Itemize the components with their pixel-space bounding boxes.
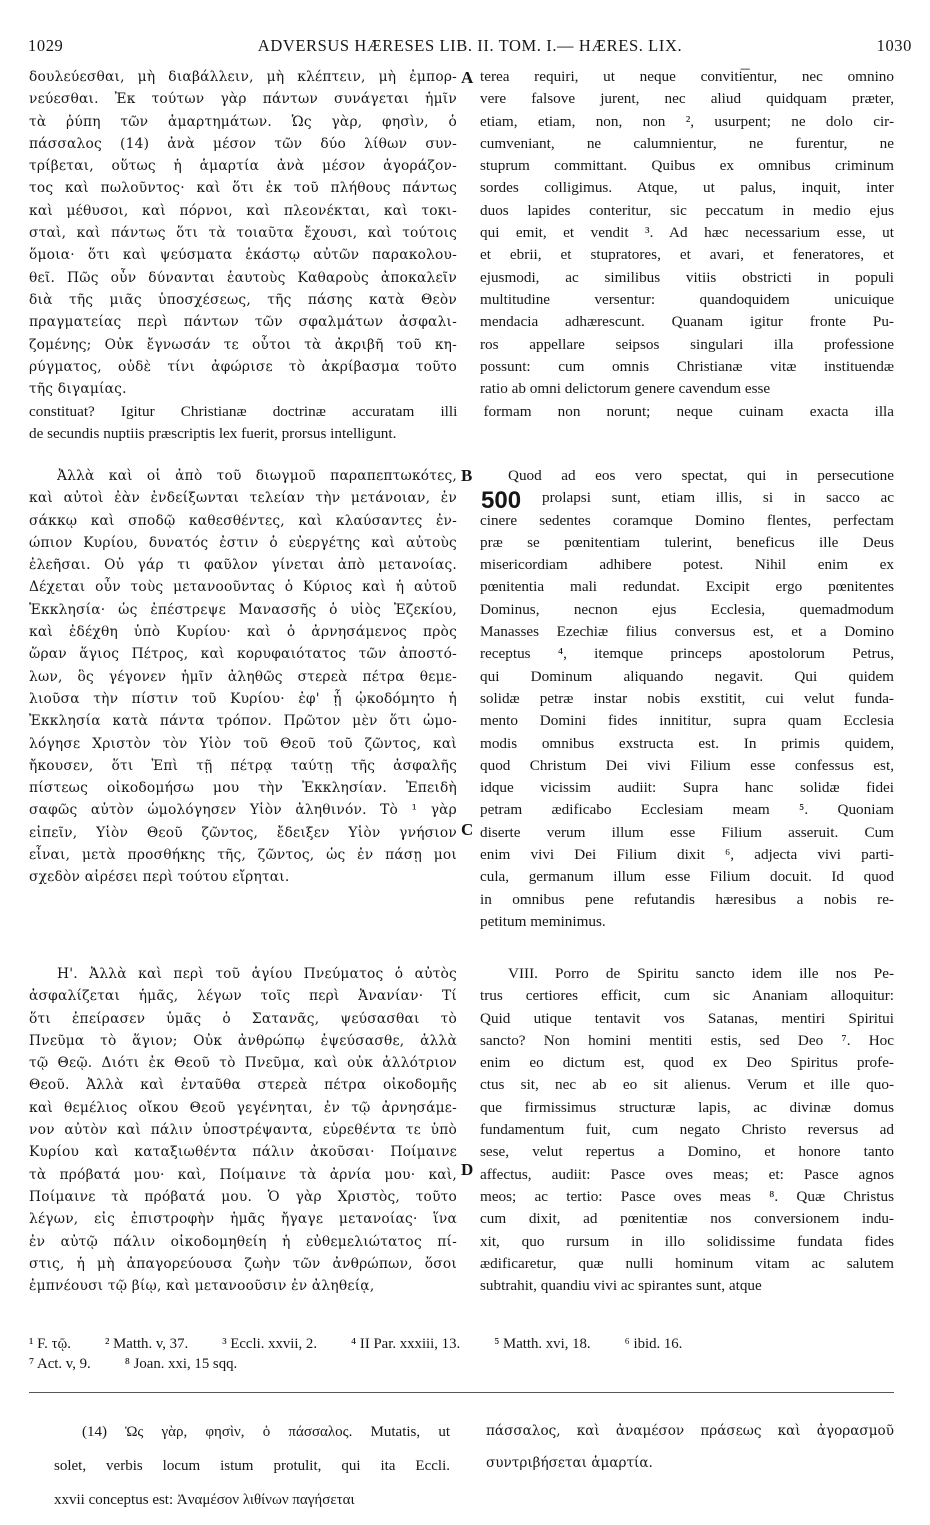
- text-line: Quod ad eos vero spectat, qui in persecutione: [508, 467, 894, 484]
- text-line: πάσσαλος (14) ἀνὰ μέσον τῶν δύο λίθων συν-: [29, 135, 457, 152]
- text-line: trus certiores efficit, cum sic Ananiam alloquitur:: [480, 987, 894, 1005]
- text-line: λέγων, εἰς ἐπιστροφὴν ἡμᾶς ἤγαγε μετανοίας· ἵνα: [29, 1211, 457, 1228]
- text-line: δουλεύεσθαι, μὴ διαβάλλειν, μὴ κλέπτειν, μὴ ἐμπορ-: [29, 69, 457, 85]
- text-line: σταὶ, καὶ πάντως ὅτι τὰ τοιαῦτα ἔχουσι, καὶ τούτοις: [29, 225, 457, 242]
- text-line: idque vicissim audiit: Supra hanc solidæ fidei: [480, 779, 894, 797]
- text-line: τὰ πρόβατά μου· καὶ, Ποίμαινε τὰ ἀρνία μου· καὶ,: [29, 1166, 457, 1183]
- text-line: solidæ petræ instar nobis exstitit, cui velut funda-: [480, 689, 894, 707]
- text-line: θεῖ. Πῶς οὖν δύνανται ἑαυτοὺς Καθαροὺς ἀποκαλεῖν: [29, 269, 457, 286]
- text-line: Η'. Ἀλλὰ καὶ περὶ τοῦ ἁγίου Πνεύματος ὁ αὐτὸς: [57, 966, 457, 982]
- text-line: receptus ⁴, itemque princeps apostolorum Petrus,: [480, 645, 894, 663]
- text-line: Ἀλλὰ καὶ οἱ ἀπὸ τοῦ διωγμοῦ παραπεπτωκότες,: [57, 468, 457, 484]
- page-number-left: 1029: [28, 36, 64, 55]
- text-line: VIII. Porro de Spiritu sancto idem ille nos Pe-: [508, 965, 894, 982]
- latin-fullwidth-paragraph: [29, 401, 894, 446]
- greek-mid-lines: [29, 465, 457, 889]
- text-line: Κυρίου καὶ καταξιωθέντα πάλιν ἀκοῦσαι· Ποίμαινε: [29, 1144, 457, 1161]
- text-line: vere falsove jurent, nec aliud quidquam præter,: [480, 90, 894, 108]
- text-line: ὅμοια· ὅτι καὶ ψεύσματα ἑκάστῳ αὐτῶν παρακολου-: [29, 247, 457, 264]
- text-line: Quid utique tentavit vos Satanas, mentiri Spiritui: [480, 1009, 894, 1027]
- text-line: νον αὐτὸν καὶ πάλιν ὑποστρέψαντα, εὑρεθέντα τε ὑπὸ: [29, 1122, 457, 1139]
- text-line: Ποίμαινε τὰ πρόβατά μου. Ὁ γὰρ Χριστὸς, τοῦτο: [29, 1188, 457, 1205]
- text-line: σαφῶς αὐτὸν ὡμολόγησεν Υἱὸν ἀληθινόν. Τὸ ¹ γὰρ: [29, 802, 457, 819]
- editor-note-right: [486, 1408, 894, 1487]
- text-line: ἤκουσεν, ὅτι Ἐπὶ τῇ πέτρᾳ ταύτῃ τῆς ἀσφαλῆς: [29, 757, 457, 774]
- text-line: cula, germanum illum esse Filium docuit. Id quod: [480, 868, 894, 886]
- text-line: στις, ἡ μὴ ἀπαγορεύουσα ζωὴν τῶν ἀνθρώπων, ὅσοι: [29, 1255, 457, 1272]
- text-line: stuprum committant. Quibus ex omnibus criminum: [480, 157, 894, 175]
- running-header: [28, 36, 912, 58]
- text-line: τῷ Θεῷ. Διότι ἐκ Θεοῦ τὸ Πνεῦμα, καὶ οὐκ ἀλλότριον: [29, 1055, 457, 1072]
- text-line: petitum meminimus.: [480, 912, 606, 930]
- column-number-500: 500: [481, 487, 522, 514]
- text-line: enim vivi Dei Filium dixit ⁶, adjecta vivi parti-: [480, 846, 894, 864]
- text-line: cum dixit, ad pœnitentiæ nos conversionem indu-: [480, 1210, 894, 1228]
- text-line: ἀσφαλίζεται ἡμᾶς, λέγων τοῖς περὶ Ἀνανίαν· Τί: [29, 988, 457, 1005]
- text-line: λων, ὃς γέγονεν ἡμῖν ἀληθῶς στερεὰ πέτρα θεμε-: [29, 668, 457, 685]
- footnote-line-2: [29, 1354, 894, 1374]
- text-line: τὰ ῥύπη τῶν ἁμαρτημάτων. Ὡς γὰρ, φησὶν, ὁ: [29, 113, 457, 130]
- text-line: mendacia adhærescunt. Quanam igitur fronte Pu-: [480, 313, 894, 331]
- text-line: et ebrii, et stupratores, et avari, et feneratores, et: [480, 246, 894, 264]
- text-line: ratio ab omni delictorum genere cavendum esse: [480, 380, 771, 398]
- footnote-ref: ³ Eccli. xxvii, 2.: [222, 1336, 318, 1352]
- text-line: σχεδὸν αἱρέσει περὶ τούτου εἴρηται.: [29, 869, 290, 886]
- text-line: etiam, etiam, non, non ², usurpent; ne dolo cir-: [480, 112, 894, 130]
- footnote-ref: ⁸ Joan. xxi, 15 sqq.: [124, 1356, 238, 1372]
- greek-column-middle: [29, 465, 457, 889]
- note-left-lines: [54, 1423, 450, 1510]
- text-line: ώπιον Κυρίου, δυνατός ἐστιν ὁ εὐεργέτης καὶ αὐτοὺς: [29, 534, 457, 551]
- text-line: τος καὶ πωλοῦντος· καὶ ὅτι ἐκ τοῦ πλήθους πάντως: [29, 180, 457, 197]
- text-line: qui Dominum aliquando negavit. Qui quidem: [480, 667, 894, 685]
- page-number-right: 1030: [876, 36, 912, 55]
- footnote-line-1: [29, 1334, 894, 1354]
- text-line: misericordiam adhibere potest. Nihil enim ex: [480, 556, 894, 574]
- latin-column-lower: [480, 963, 894, 1297]
- text-line: τῆς διγαμίας.: [29, 381, 127, 398]
- text-line: sancto? Non homini mentiti estis, sed Deo ⁷. Hoc: [480, 1031, 894, 1049]
- text-line: Θεοῦ. Ἀλλὰ καὶ ἐνταῦθα στερεὰ πέτρα οἰκοδομῆς: [29, 1077, 457, 1094]
- margin-letter-a: A: [461, 68, 474, 87]
- text-line: meos; ac tertio: Pasce oves meas ⁸. Quæ Christus: [480, 1187, 894, 1205]
- text-line: Ἐκκλησία· ὡς ἐπέστρεψε Μανασσῆς ὁ υἱὸς Ἐζεκίου,: [29, 601, 457, 618]
- text-line: ὅτι ἐπείρασεν ὑμᾶς ὁ Σατανᾶς, ψεύσασθαι τὸ: [29, 1010, 457, 1027]
- note-divider: [29, 1392, 894, 1393]
- text-line: ρύγματος, οὐδὲ τίνι ἀφώρισε τὸ ἀκρίβασμα τοῦτο: [29, 358, 457, 375]
- text-line: possunt: cum omnis Christianæ vitæ instituendæ: [480, 357, 894, 375]
- text-line: solet, verbis locum istum protulit, qui ita Eccli.: [54, 1458, 450, 1474]
- text-line: λιοῦσα τὴν πίστιν τοῦ Κυρίου· ἐφ' ᾗ ᾠκοδόμητο ἡ: [29, 690, 457, 707]
- text-line: duos lapides conteritur, sic peccatum in medio ejus: [480, 201, 894, 219]
- greek-column-top: [29, 66, 457, 400]
- text-line: cumveniant, ne calumnientur, ne furentur, ne: [480, 134, 894, 152]
- text-line: (14) Ὡς γὰρ, φησὶν, ὁ πάσσαλος. Mutatis, ut: [82, 1424, 450, 1440]
- text-line: affectus, audiit: Pasce oves meas; et: Pasce agnos: [480, 1165, 894, 1183]
- text-line: τρίβεται, οὕτως ἡ ἁμαρτία ἀνὰ μέσον ἀγοράζον-: [29, 158, 457, 175]
- text-line: fundamentum fuit, cum negato Christo reversus ad: [480, 1121, 894, 1139]
- text-line: πάσσαλος, καὶ ἀναμέσον πράσεως καὶ ἀγορασμοῦ: [486, 1422, 894, 1439]
- text-line: xit, quo rursum in illo solidissime fundata fides: [480, 1232, 894, 1250]
- text-line: quod Christum Dei vivi Filium esse confessus est,: [480, 756, 894, 774]
- text-line: præ se pœnitentiam tulerint, beneficus ille Deus: [480, 533, 894, 551]
- margin-letter-b: B: [461, 466, 473, 485]
- text-line: ἐν αὐτῷ πάλιν οἰκοδομηθείη ἡ εὐθεμελιώτατος πί-: [29, 1233, 457, 1250]
- footnote-ref: ⁶ ibid. 16.: [624, 1336, 683, 1352]
- latin-top-lines: [480, 66, 894, 400]
- text-line: que firmissimus structuræ lapis, ac divinæ domus: [480, 1098, 894, 1116]
- text-line: modis omnibus exstructa est. In primis quidem,: [480, 734, 894, 752]
- text-line: enim eo dictum est, quod ex Deo Spiritus profe-: [480, 1054, 894, 1072]
- text-line: συντριβήσεται ἁμαρτία.: [486, 1455, 653, 1472]
- note-right-lines: [486, 1422, 894, 1474]
- text-line: xxvii conceptus est: Ἀναμέσον λιθίνων παγήσεται: [54, 1492, 355, 1508]
- text-line: pœnitentia mali redundat. Excipit ergo pœnitentes: [480, 578, 894, 596]
- margin-letter-c: C: [461, 820, 474, 839]
- latin-column-middle: [480, 465, 894, 933]
- greek-top-lines: [29, 66, 457, 400]
- latin-low-lines: [480, 963, 894, 1297]
- footnote-ref: ² Matth. v, 37.: [104, 1336, 189, 1352]
- text-line: σάκκῳ καὶ σποδῷ καθεσθέντες, καὶ κλαύσαντες ἐν-: [29, 512, 457, 529]
- text-line: ἐμπνέουσι τῷ βίῳ, καὶ μετανοοῦσιν ἐν ἀληθείᾳ,: [29, 1278, 375, 1295]
- text-line: ἐλεῆσαι. Οὐ γάρ τι φαῦλον γίνεται ἀπὸ μετανοίας.: [29, 557, 457, 574]
- text-line: διὰ τῆς μιᾶς ὑποσχέσεως, τῆς πάσης κατὰ Θεὸν: [29, 291, 457, 308]
- running-title: ADVERSUS HÆRESES LIB. II. TOM. I.— HÆRES. LIX.: [257, 36, 683, 55]
- text-line: Manasses Ezechiæ filius conversus est, et a Domino: [480, 623, 894, 641]
- text-line: εἰπεῖν, Υἱὸν Θεοῦ ζῶντος, ἔδειξεν Υἱὸν γνήσιον: [29, 824, 457, 841]
- text-line: Dominus, necnon ejus Ecclesia, quemadmodum: [480, 600, 894, 618]
- latin-full-lines: [29, 401, 894, 446]
- text-line: mento Domini fides innititur, supra quam Ecclesia: [480, 712, 894, 730]
- text-line: πίστεως οἰκοδομήσω μου τὴν Ἐκκλησίαν. Ἐπειδὴ: [29, 780, 457, 797]
- text-line: prolapsi sunt, etiam illis, si in sacco ac: [542, 489, 894, 507]
- greek-column-lower: [29, 963, 457, 1297]
- text-line: καὶ θεμέλιος οἴκου Θεοῦ γεγένηται, ἐν τῷ ἀρνησάμε-: [29, 1099, 457, 1116]
- text-line: Δέχεται οὖν τοὺς μετανοοῦντας ὁ Κύριος καὶ ἡ αὐτοῦ: [29, 579, 457, 596]
- text-line: ejusmodi, ac similibus vitiis obstricti in populi: [480, 268, 894, 286]
- text-line: ζομένης; Οὐκ ἔγνωσάν τε οὗτοι τὰ ἀκριβῆ τοῦ κη-: [29, 336, 457, 353]
- text-line: constituat? Igitur Christianæ doctrinæ accuratam illi formam non norunt; neque cuinam exacta illa: [29, 403, 894, 420]
- text-line: καὶ αὐτοὶ ἐὰν ἐνδείξωνται τελείαν τὴν μετάνοιαν, ἐν: [29, 490, 457, 507]
- text-line: καὶ μέθυσοι, καὶ πόρνοι, καὶ πλεονέκται, καὶ τοκι-: [29, 202, 457, 219]
- latin-mid-lines: [480, 465, 894, 933]
- greek-low-lines: [29, 963, 457, 1297]
- footnote-ref: ⁵ Matth. xvi, 18.: [494, 1336, 591, 1352]
- text-line: λόγησε Χριστὸν τὸν Υἱὸν τοῦ Θεοῦ τοῦ ζῶντος, καὶ: [29, 735, 457, 752]
- text-line: ctus sit, nec ab eo sit alienus. Verum et ille quo-: [480, 1076, 894, 1094]
- footnote-ref: ⁴ II Par. xxxiii, 13.: [351, 1336, 461, 1352]
- text-line: de secundis nuptiis præscriptis lex fuerit, prorsus intelligunt.: [29, 425, 397, 443]
- text-line: terea requiri, ut neque conviti͞entur, nec omnino: [480, 68, 894, 85]
- text-line: νεύεσθαι. Ἐκ τούτων γὰρ πάντων συνάγεται ἡμῖν: [29, 91, 457, 108]
- text-line: qui emit, et vendit ³. Ad hæc necessarium esse, ut: [480, 224, 894, 242]
- footnote-ref: ¹ F. τῷ.: [29, 1336, 71, 1352]
- text-line: ædificaretur, quæ nulli hominum vitam ac salutem: [480, 1254, 894, 1272]
- text-line: sese, velut repertus a Domino, et honore tanto: [480, 1143, 894, 1161]
- text-line: multitudine versentur: quandoquidem unicuique: [480, 290, 894, 308]
- text-line: Ἐκκλησία κατὰ πάντα τρόπον. Πρῶτον μὲν ὅτι ὡμο-: [29, 713, 457, 730]
- text-line: cinere sedentes coramque Domino flentes, perfectam: [480, 511, 894, 529]
- margin-letter-d: D: [461, 1160, 474, 1179]
- text-line: ros appellare seipsos singulari illa professione: [480, 335, 894, 353]
- footnote-ref: ⁷ Act. v, 9.: [29, 1356, 91, 1372]
- text-line: subtrahit, quandiu vivi ac spirantes sunt, atque: [480, 1277, 762, 1295]
- text-line: πραγματείας περὶ πάντων τῶν σφαλμάτων ἀσφαλι-: [29, 314, 457, 331]
- latin-column-top: [480, 66, 894, 400]
- editor-note-left: [54, 1408, 450, 1525]
- text-line: diserte verum illum esse Filium asseruit. Cum: [480, 823, 894, 841]
- text-line: petram ædificabo Ecclesiam meam ⁵. Quoniam: [480, 801, 894, 819]
- text-line: ὥραν ἅγιος Πέτρος, καὶ κορυφαιότατος τῶν ἀποστό-: [29, 646, 457, 663]
- text-line: Πνεῦμα τὸ ἅγιον; Οὐκ ἀνθρώπῳ ἐψεύσασθε, ἀλλὰ: [29, 1032, 457, 1049]
- text-line: sordes colligimus. Atque, ut palus, inquit, inter: [480, 179, 894, 197]
- text-line: in omnibus pene refutandis hæresibus a nobis re-: [480, 890, 894, 908]
- text-line: καὶ ἐδέχθη ὑπὸ Κυρίου· καὶ ὁ ἀρνησάμενος πρὸς: [29, 624, 457, 641]
- text-line: εἶναι, μετὰ προσθήκης τῆς, ζῶντος, ὡς ἐν πάσῃ μοι: [29, 847, 457, 864]
